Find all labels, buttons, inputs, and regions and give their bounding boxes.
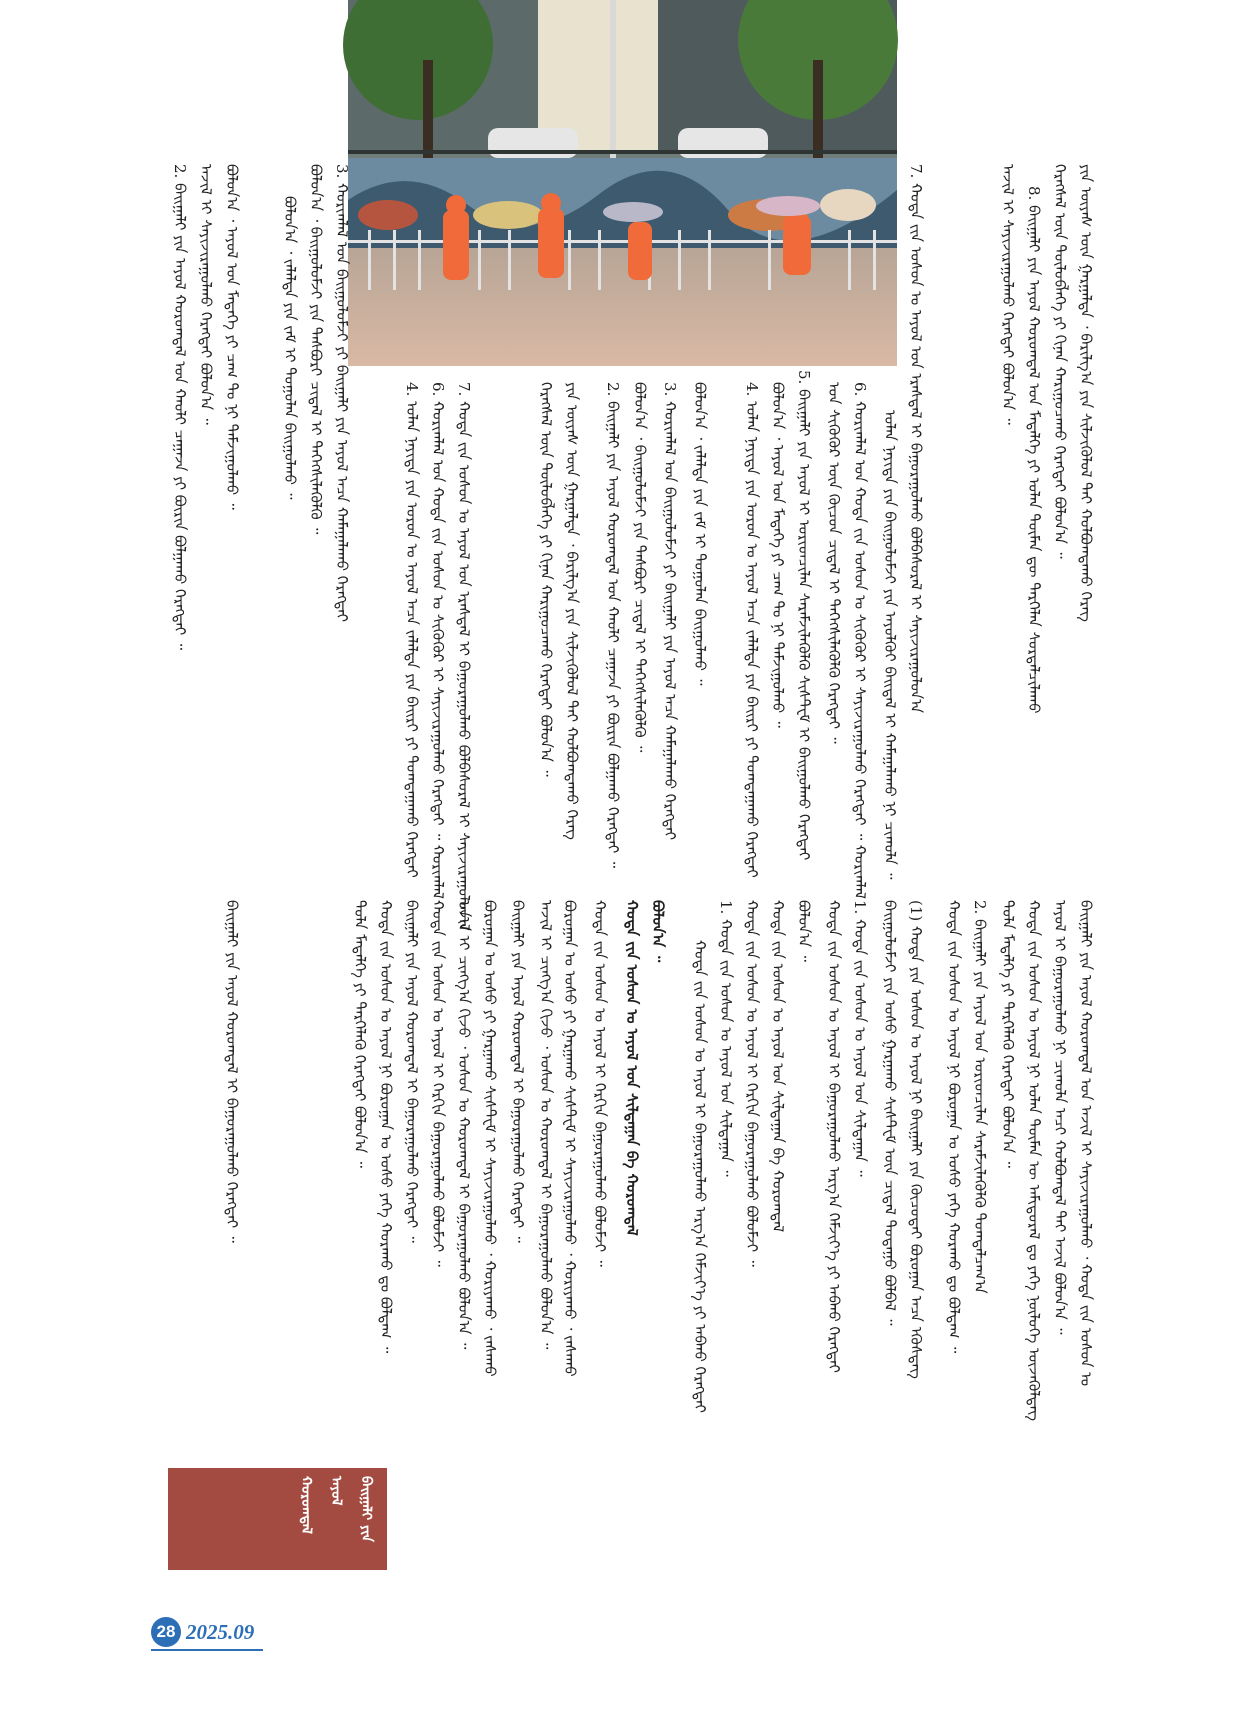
text-column-r4: ᠠᠵᠢᠯ ᠢ ᠰᠠᠶᠢᠵᠢᠷᠠᠭᠤᠯᠬᠤ ᠬᠡᠷᠡᠭᠲᠡᠢ ᠪᠣᠯᠤᠨ᠎ᠠ ᠃ [999,164,1017,425]
text-column-r24: ᠪᠣᠯᠤᠨ᠎ᠠ ᠂ ᠠᠶᠤᠯ ᠤᠨ ᠮᠡᠳᠡᠭᠡ ᠶᠢ ᠴᠠᠭ ᠲᠤ ᠨᠢ ᠳᠠᠮᠵᠢᠭᠤᠯᠬᠤ ᠃ [223,164,241,510]
text-column-l3: ᠬᠤᠲᠠ ᠵᠢᠨ ᠤᠰᠤᠨ ᠤ ᠠᠶᠤᠯ ᠨᠢ ᠣᠯᠠᠨ ᠲᠦᠮᠡᠨ ᠦ ᠠᠮᠢᠳᠤᠷᠠᠯ ᠳᠤ ᠶᠡᠬᠡ ᠨᠥᠯᠦᠭᠡ ᠦᠵᠡᠭᠦᠯᠳᠡᠭ [1025,900,1043,1421]
text-column-l19: ᠪᠣᠷᠤᠭᠠᠨ ᠤ ᠤᠰᠤ ᠶᠢ ᠭᠠᠷᠭᠠᠬᠤ ᠰᠢᠰᠲ᠋ᠧᠮ ᠢ ᠰᠠᠶᠢᠵᠢᠷᠠᠭᠤᠯᠬᠤ ᠂ ᠬᠤᠷᠢᠶᠠᠬᠤ ᠂ ᠵᠠᠰᠠᠬᠤ [561,900,579,1377]
text-column-r17: ᠬᠡᠷᠡᠭᠰᠡᠯ ᠦᠨ ᠲᠥᠯᠦᠪᠯᠡᠭᠡ ᠶᠢ ᠬᠢᠨᠠᠨ ᠬᠠᠷᠢᠭᠤᠴᠠᠬᠤ ᠬᠡᠷᠡᠭᠲᠡᠢ ᠪᠣᠯᠤᠨ᠎ᠠ ᠃ [537,382,555,777]
section-title-box [168,1468,387,1570]
text-column-l24: ᠬᠤᠲᠠ ᠵᠢᠨ ᠤᠰᠤᠨ ᠤ ᠠᠶᠤᠯ ᠢ ᠬᠡᠷᠬᠢᠨ ᠪᠠᠭᠤᠷᠠᠭᠤᠯᠬᠤ ᠪᠣᠯᠣᠮᠵᠢ ᠃ [429,900,447,1267]
text-column-l22: ᠪᠣᠷᠤᠭᠠᠨ ᠤ ᠤᠰᠤ ᠶᠢ ᠭᠠᠷᠭᠠᠬᠤ ᠰᠢᠰᠲ᠋ᠧᠮ ᠢ ᠰᠠᠶᠢᠵᠢᠷᠠᠭᠤᠯᠬᠤ ᠂ ᠬᠤᠷᠢᠶᠠᠬᠤ ᠂ ᠵᠠᠰᠠᠬᠤ [481,900,499,1377]
text-column-r6: ᠣᠯᠠᠨ ᠨᠡᠶᠢᠲᠡ ᠶᠢᠨ ᠪᠠᠢᠭᠤᠯᠤᠮᠵᠢ ᠶᠢᠨ ᠠᠶᠤᠯᠭᠦᠢ ᠪᠠᠢᠳᠠᠯ ᠢ ᠬᠠᠮᠠᠭᠠᠯᠠᠬᠤ ᠨᠢ ᠴᠢᠬᠤᠯᠠ ᠃ [881,410,899,880]
text-column-l2: ᠠᠶᠤᠯ ᠢ ᠪᠠᠭᠤᠷᠠᠭᠤᠯᠬᠤ ᠨᠢ ᠴᠢᠬᠤᠯᠠ ᠠᠴᠢ ᠬᠣᠯᠪᠤᠭᠳᠠᠯ ᠲᠠᠢ ᠠᠵᠢᠯ ᠪᠣᠯᠤᠨ᠎ᠠ ᠃ [1051,900,1069,1335]
text-column-l18: ᠬᠤᠲᠠ ᠵᠢᠨ ᠤᠰᠤᠨ ᠤ ᠠᠶᠤᠯ ᠢ ᠬᠡᠷᠬᠢᠨ ᠪᠠᠭᠤᠷᠠᠭᠤᠯᠬᠤ ᠪᠣᠯᠣᠮᠵᠢ ᠃ [591,900,609,1267]
text-column-l14: 1. ᠬᠤᠲᠠ ᠵᠢᠨ ᠤᠰᠤᠨ ᠤ ᠠᠶᠤᠯ ᠤᠨ ᠰᠢᠯᠲᠠᠭᠠᠨ ᠃ [717,900,735,1177]
title-line-3: ᠬᠣᠷᠣᠭᠳᠠᠯ [298,1476,314,1535]
text-column-l9: 1. ᠬᠤᠲᠠ ᠵᠢᠨ ᠤᠰᠤᠨ ᠤ ᠠᠶᠤᠯ ᠤᠨ ᠰᠢᠯᠲᠠᠭᠠᠨ ᠃ [851,900,869,1177]
text-column-r13: 3. ᠬᠣᠷᠢᠭᠯᠠᠯ ᠤᠨ ᠪᠠᠢᠭᠤᠯᠤᠮᠵᠢ ᠶᠢ ᠪᠠᠢᠭᠠᠯᠢ ᠶᠢᠨ ᠠᠶᠤᠯ ᠠᠴᠠ ᠬᠠᠮᠠᠭᠠᠯᠠᠬᠤ ᠬᠡᠷᠡᠭᠲᠡᠢ [661,382,679,841]
text-column-r14: ᠪᠣᠯᠤᠨ᠎ᠠ ᠂ ᠪᠠᠢᠭᠤᠯᠤᠮᠵᠢ ᠶᠢᠨ ᠲᠡᠰᠪᠦᠷᠢ ᠴᠢᠳᠠᠯ ᠢ ᠳᠡᠭᠡᠭᠰᠢᠯᠡᠭᠦᠯᠬᠦ ᠃ [631,382,649,753]
text-column-l16: ᠪᠣᠯᠤᠨ᠎ᠠ ᠃ [649,900,667,963]
text-column-l7: (1) ᠬᠤᠲᠠ ᠶᠢᠨ ᠤᠰᠤᠨ ᠤ ᠠᠶᠤᠯ ᠨᠢ ᠪᠠᠢᠭᠠᠯᠢ ᠶᠢᠨ ᠬᠦᠴᠦᠲᠡᠢ ᠪᠣᠷᠤᠭᠠᠨ ᠠᠴᠠ ᠡᠭᠦᠰᠳᠡᠭ [907,900,925,1379]
text-column-r15: 2. ᠪᠠᠢᠭᠠᠯᠢ ᠶᠢᠨ ᠠᠶᠤᠯ ᠬᠣᠷᠣᠭᠳᠠᠯ ᠤᠨ ᠬᠠᠤᠯᠢ ᠴᠠᠭᠠᠵᠠ ᠶᠢ ᠪᠦᠷᠢᠨ ᠪᠣᠯᠭᠠᠬᠤ ᠬᠡᠷᠡᠭᠲᠡᠢ ᠃ [604,382,622,868]
issue-date: 2025.09 [186,1620,255,1644]
flood-scene-image [348,0,897,366]
text-column-l8: ᠪᠠᠢᠭᠤᠯᠤᠮᠵᠢ ᠶᠢᠨ ᠤᠰᠤ ᠭᠠᠷᠭᠠᠬᠤ ᠰᠢᠰᠲ᠋ᠧᠮ ᠦᠨ ᠴᠢᠳᠠᠯ ᠳᠤᠲᠠᠭᠤ ᠪᠣᠯᠪᠠᠯ ᠃ [881,900,899,1326]
text-column-r21: 3. ᠬᠣᠷᠢᠭᠯᠠᠯ ᠤᠨ ᠪᠠᠢᠭᠤᠯᠤᠮᠵᠢ ᠶᠢ ᠪᠠᠢᠭᠠᠯᠢ ᠶᠢᠨ ᠠᠶᠤᠯ ᠠᠴᠠ ᠬᠠᠮᠠᠭᠠᠯᠠᠬᠤ ᠬᠡᠷᠡᠭᠲᠡᠢ [333,164,351,623]
text-column-r22: ᠪᠣᠯᠤᠨ᠎ᠠ ᠂ ᠪᠠᠢᠭᠤᠯᠤᠮᠵᠢ ᠶᠢᠨ ᠲᠡᠰᠪᠦᠷᠢ ᠴᠢᠳᠠᠯ ᠢ ᠳᠡᠭᠡᠭᠰᠢᠯᠡᠭᠦᠯᠬᠦ ᠃ [307,164,325,535]
text-column-l13: ᠬᠤᠲᠠ ᠵᠢᠨ ᠤᠰᠤᠨ ᠤ ᠠᠶᠤᠯ ᠢ ᠬᠡᠷᠬᠢᠨ ᠪᠠᠭᠤᠷᠠᠭᠤᠯᠬᠤ ᠪᠣᠯᠣᠮᠵᠢ ᠃ [743,900,761,1267]
text-column-r9: 5. ᠪᠠᠢᠭᠠᠯᠢ ᠶᠢᠨ ᠠᠶᠤᠯ ᠢ ᠤᠷᠢᠳᠴᠢᠯᠠᠨ ᠰᠡᠷᠡᠮᠵᠢᠯᠡᠭᠦᠯᠬᠦ ᠰᠢᠰᠲ᠋ᠧᠮ ᠢ ᠪᠠᠢᠭᠤᠯᠬᠤ ᠬᠡᠷᠡᠭᠲᠡᠢ [795,370,813,861]
text-column-r23: ᠪᠣᠯᠤᠨ᠎ᠠ ᠂ ᠵᠠᠯᠠᠯᠲᠠ ᠶᠢᠨ ᠵᠠᠮ ᠢ ᠲᠤᠭᠤᠯᠠᠨ ᠪᠠᠢᠭᠤᠯᠬᠤ ᠃ [281,196,299,500]
text-column-r2: ᠬᠡᠷᠡᠭᠰᠡᠯ ᠦᠨ ᠲᠥᠯᠦᠪᠯᠡᠭᠡ ᠶᠢ ᠬᠢᠨᠠᠨ ᠬᠠᠷᠢᠭᠤᠴᠠᠬᠤ ᠬᠡᠷᠡᠭᠲᠡᠢ ᠪᠣᠯᠤᠨ᠎ᠠ ᠃ [1051,164,1069,559]
text-column-l6: ᠬᠤᠲᠠ ᠵᠢᠨ ᠤᠰᠤᠨ ᠤ ᠠᠶᠤᠯ ᠨᠢ ᠪᠣᠷᠤᠭᠠᠨ ᠤ ᠤᠰᠤ ᠶᠡᠬᠡ ᠬᠤᠷᠠᠬᠤ ᠳᠤ ᠪᠣᠯᠳᠠᠭ ᠃ [945,900,963,1354]
text-column-r10: ᠪᠣᠯᠤᠨ᠎ᠠ ᠂ ᠠᠶᠤᠯ ᠤᠨ ᠮᠡᠳᠡᠭᠡ ᠶᠢ ᠴᠠᠭ ᠲᠤ ᠨᠢ ᠳᠠᠮᠵᠢᠭᠤᠯᠬᠤ ᠃ [769,382,787,728]
title-line-2: ᠠᠶᠤᠯ [328,1476,344,1506]
text-column-r26: 2. ᠪᠠᠢᠭᠠᠯᠢ ᠶᠢᠨ ᠠᠶᠤᠯ ᠬᠣᠷᠣᠭᠳᠠᠯ ᠤᠨ ᠬᠠᠤᠯᠢ ᠴᠠᠭᠠᠵᠠ ᠶᠢ ᠪᠦᠷᠢᠨ ᠪᠣᠯᠭᠠᠬᠤ ᠬᠡᠷᠡᠭᠲᠡᠢ ᠃ [171,164,189,650]
text-column-r12: ᠪᠣᠯᠤᠨ᠎ᠠ ᠂ ᠵᠠᠯᠠᠯᠲᠠ ᠶᠢᠨ ᠵᠠᠮ ᠢ ᠲᠤᠭᠤᠯᠠᠨ ᠪᠠᠢᠭᠤᠯᠬᠤ ᠃ [691,382,709,686]
text-column-r20: 4. ᠣᠯᠠᠨ ᠨᠡᠶᠢᠲᠡ ᠶᠢᠨ ᠣᠷᠣᠨ ᠤ ᠠᠶᠤᠯ ᠠᠴᠠ ᠵᠠᠯᠠᠯᠲᠠ ᠶᠢᠨ ᠪᠠᠢᠷᠢ ᠶᠢ ᠲᠣᠭᠲᠠᠭᠠᠬᠤ ᠬᠡᠷᠡᠭᠲᠡᠢ [403,382,421,878]
text-column-l15: ᠬᠤᠲᠠ ᠵᠢᠨ ᠤᠰᠤᠨ ᠤ ᠠᠶᠤᠯ ᠢ ᠪᠠᠭᠤᠷᠠᠭᠤᠯᠬᠤ ᠠᠷᠭ᠎ᠠ ᠬᠡᠮᠵᠢᠶ᠎ᠡ ᠶᠢ ᠠᠪᠬᠤ ᠬᠡᠷᠡᠭᠲᠡᠢ [691,940,709,1413]
text-column-l25: ᠪᠠᠢᠭᠠᠯᠢ ᠶᠢᠨ ᠠᠶᠤᠯ ᠬᠣᠷᠣᠭᠳᠠᠯ ᠢ ᠪᠠᠭᠤᠷᠠᠭᠤᠯᠬᠤ ᠬᠡᠷᠡᠭᠲᠡᠢ ᠃ [403,900,421,1243]
title-line-1: ᠪᠠᠢᠭᠠᠯᠢ ᠶᠢᠨ [358,1476,374,1542]
text-column-r3: 8. ᠪᠠᠢᠭᠠᠯᠢ ᠶᠢᠨ ᠠᠶᠤᠯ ᠬᠣᠷᠣᠭᠳᠠᠯ ᠤᠨ ᠮᠡᠳᠡᠯᠭᠡ ᠶᠢ ᠣᠯᠠᠨ ᠲᠦᠮᠡᠨ ᠳᠦ ᠲᠡᠷᠭᠡᠯᠡᠨ ᠰᠤᠷᠳᠠᠯᠴᠢᠯᠠᠬᠤ [1025,186,1043,714]
page-number-badge [151,1617,181,1647]
text-column-l21: ᠪᠠᠢᠭᠠᠯᠢ ᠶᠢᠨ ᠠᠶᠤᠯ ᠬᠣᠷᠣᠭᠳᠠᠯ ᠢ ᠪᠠᠭᠤᠷᠠᠭᠤᠯᠬᠤ ᠬᠡᠷᠡᠭᠲᠡᠢ ᠃ [509,900,527,1243]
text-column-r19: 6. ᠬᠣᠷᠢᠭᠯᠠᠯ ᠤᠨ ᠬᠣᠲᠠ ᠵᠢᠨ ᠤᠰᠤᠨ ᠤ ᠰᠢᠭᠦᠭᠦᠷ ᠢ ᠰᠠᠶᠢᠵᠢᠷᠠᠭᠤᠯᠬᠤ ᠬᠡᠷᠡᠭᠲᠡᠢ ᠃ ᠬᠣᠷᠢᠭᠯᠠᠯ [429,382,447,899]
text-column-r5: 7. ᠬᠤᠲᠠ ᠵᠢᠨ ᠤᠰᠤᠨ ᠤ ᠠᠶᠤᠯ ᠤᠨ ᠡᠷᠡᠰᠳᠡᠯ ᠢ ᠪᠠᠭᠤᠷᠠᠭᠤᠯᠬᠤ ᠪᠣᠯᠪᠠᠰᠤᠷᠠᠯ ᠢ ᠰᠠᠶᠢᠵᠢᠷᠠᠭᠤᠯᠤᠨ᠎ᠠ [907,164,925,714]
text-column-r1: ᠶᠢᠨ ᠦᠶᠡᠰ ᠦᠨ ᠭᠠᠷᠭᠠᠯᠳᠠ ᠂ ᠪᠠᠷᠢᠯᠭ᠎ᠠ ᠶᠢᠨ ᠰᠢᠯᠵᠢᠭᠦᠯᠦᠯ ᠲᠡᠢ ᠬᠣᠯᠪᠤᠭᠳᠠᠬᠤ ᠬᠡᠷᠡᠭ [1077,164,1095,622]
text-column-l26: ᠬᠤᠲᠠ ᠵᠢᠨ ᠤᠰᠤᠨ ᠤ ᠠᠶᠤᠯ ᠨᠢ ᠪᠣᠷᠤᠭᠠᠨ ᠤ ᠤᠰᠤ ᠶᠡᠬᠡ ᠬᠤᠷᠠᠬᠤ ᠳᠤ ᠪᠣᠯᠳᠠᠭ ᠃ [377,900,395,1354]
text-column-r8: ᠤᠨ ᠰᠢᠭᠦᠭᠦᠷ ᠦᠨ ᠬᠦᠴᠦᠨ ᠴᠢᠳᠠᠯ ᠢ ᠳᠡᠭᠡᠭᠰᠢᠯᠡᠭᠦᠯᠬᠦ ᠬᠡᠷᠡᠭᠲᠡᠢ ᠃ [825,382,843,744]
text-column-r18: 7. ᠬᠤᠲᠠ ᠵᠢᠨ ᠤᠰᠤᠨ ᠤ ᠠᠶᠤᠯ ᠤᠨ ᠡᠷᠡᠰᠳᠡᠯ ᠢ ᠪᠠᠭᠤᠷᠠᠭᠤᠯᠬᠤ ᠪᠣᠯᠪᠠᠰᠤᠷᠠᠯ ᠢ ᠰᠠᠶᠢᠵᠢᠷᠠᠭᠤᠯᠤᠨ᠎ᠠ [455,382,473,932]
text-column-l27: ᠲᠤᠯᠠ ᠮᠡᠳᠡᠯᠭᠡ ᠶᠢ ᠲᠡᠷᠭᠡᠯᠡᠬᠦ ᠬᠡᠷᠡᠭᠲᠡᠢ ᠪᠣᠯᠤᠨ᠎ᠠ ᠃ [351,900,369,1168]
footer-rule [151,1649,263,1651]
text-column-l10: ᠬᠤᠲᠠ ᠵᠢᠨ ᠤᠰᠤᠨ ᠤ ᠠᠶᠤᠯ ᠢ ᠪᠠᠭᠤᠷᠠᠭᠤᠯᠬᠤ ᠠᠷᠭ᠎ᠠ ᠬᠡᠮᠵᠢᠶ᠎ᠡ ᠶᠢ ᠠᠪᠬᠤ ᠬᠡᠷᠡᠭᠲᠡᠢ [825,900,843,1373]
text-column-l12: ᠬᠤᠲᠠ ᠵᠢᠨ ᠤᠰᠤᠨ ᠤ ᠠᠶᠤᠯ ᠤᠨ ᠰᠢᠯᠲᠠᠭᠠᠨ ᠪᠠ ᠬᠣᠷᠣᠭᠳᠠᠯ [769,900,787,1233]
text-column-l1: ᠪᠠᠢᠭᠠᠯᠢ ᠶᠢᠨ ᠠᠶᠤᠯ ᠬᠣᠷᠣᠭᠳᠠᠯ ᠤᠨ ᠠᠵᠢᠯ ᠢ ᠰᠠᠶᠢᠵᠢᠷᠠᠭᠤᠯᠬᠤ ᠂ ᠬᠤᠲᠠ ᠵᠢᠨ ᠤᠰᠤᠨ ᠤ [1077,900,1095,1387]
text-column-l5: 2. ᠪᠠᠢᠭᠠᠯᠢ ᠶᠢᠨ ᠠᠶᠤᠯ ᠤᠨ ᠤᠷᠢᠳᠴᠢᠯᠠᠨ ᠰᠡᠷᠡᠮᠵᠢᠯᠡᠭᠦᠯᠬᠦ ᠲᠣᠭᠲᠠᠯᠴᠠᠭ᠎ᠠ [971,900,989,1294]
text-column-l11: ᠪᠣᠯᠤᠨ᠎ᠠ ᠃ [795,900,813,962]
text-column-l17: ᠬᠤᠲᠠ ᠵᠢᠨ ᠤᠰᠤᠨ ᠤ ᠠᠶᠤᠯ ᠤᠨ ᠰᠢᠯᠲᠠᠭᠠᠨ ᠪᠠ ᠬᠣᠷᠣᠭᠳᠠᠯ [623,900,641,1236]
text-column-r7: 6. ᠬᠣᠷᠢᠭᠯᠠᠯ ᠤᠨ ᠬᠣᠲᠠ ᠵᠢᠨ ᠤᠰᠤᠨ ᠤ ᠰᠢᠭᠦᠭᠦᠷ ᠢ ᠰᠠᠶᠢᠵᠢᠷᠠᠭᠤᠯᠬᠤ ᠬᠡᠷᠡᠭᠲᠡᠢ ᠃ ᠬᠣᠷᠢᠭᠯᠠᠯ [851,382,869,899]
text-column-l28: ᠪᠠᠢᠭᠠᠯᠢ ᠶᠢᠨ ᠠᠶᠤᠯ ᠬᠣᠷᠣᠭᠳᠠᠯ ᠢ ᠪᠠᠭᠤᠷᠠᠭᠤᠯᠬᠤ ᠬᠡᠷᠡᠭᠲᠡᠢ ᠃ [223,900,241,1243]
text-column-r16: ᠶᠢᠨ ᠦᠶᠡᠰ ᠦᠨ ᠭᠠᠷᠭᠠᠯᠳᠠ ᠂ ᠪᠠᠷᠢᠯᠭ᠎ᠠ ᠶᠢᠨ ᠰᠢᠯᠵᠢᠭᠦᠯᠦᠯ ᠲᠡᠢ ᠬᠣᠯᠪᠤᠭᠳᠠᠬᠤ ᠬᠡᠷᠡᠭ [563,382,581,840]
text-column-r25: ᠠᠵᠢᠯ ᠢ ᠰᠠᠶᠢᠵᠢᠷᠠᠭᠤᠯᠬᠤ ᠬᠡᠷᠡᠭᠲᠡᠢ ᠪᠣᠯᠤᠨ᠎ᠠ ᠃ [197,164,215,425]
text-column-l23: ᠠᠵᠢᠯ ᠢ ᠴᠢᠩᠭ᠎ᠠ ᠬᠢᠵᠦ ᠂ ᠤᠰᠤᠨ ᠤ ᠬᠣᠷᠣᠭᠳᠠᠯ ᠢ ᠪᠠᠭᠤᠷᠠᠭᠤᠯᠬᠤ ᠪᠣᠯᠤᠨ᠎ᠠ ᠃ [455,900,473,1350]
flood-photo [348,0,897,366]
text-column-l20: ᠠᠵᠢᠯ ᠢ ᠴᠢᠩᠭ᠎ᠠ ᠬᠢᠵᠦ ᠂ ᠤᠰᠤᠨ ᠤ ᠬᠣᠷᠣᠭᠳᠠᠯ ᠢ ᠪᠠᠭᠤᠷᠠᠭᠤᠯᠬᠤ ᠪᠣᠯᠤᠨ᠎ᠠ ᠃ [537,900,555,1350]
text-column-r11: 4. ᠣᠯᠠᠨ ᠨᠡᠶᠢᠲᠡ ᠶᠢᠨ ᠣᠷᠣᠨ ᠤ ᠠᠶᠤᠯ ᠠᠴᠠ ᠵᠠᠯᠠᠯᠲᠠ ᠶᠢᠨ ᠪᠠᠢᠷᠢ ᠶᠢ ᠲᠣᠭᠲᠠᠭᠠᠬᠤ ᠬᠡᠷᠡᠭᠲᠡᠢ [743,382,761,878]
page-number: 28 [156,1622,176,1641]
text-column-l4: ᠲᠤᠯᠠ ᠮᠡᠳᠡᠯᠭᠡ ᠶᠢ ᠲᠡᠷᠭᠡᠯᠡᠬᠦ ᠬᠡᠷᠡᠭᠲᠡᠢ ᠪᠣᠯᠤᠨ᠎ᠠ ᠃ [999,900,1017,1168]
